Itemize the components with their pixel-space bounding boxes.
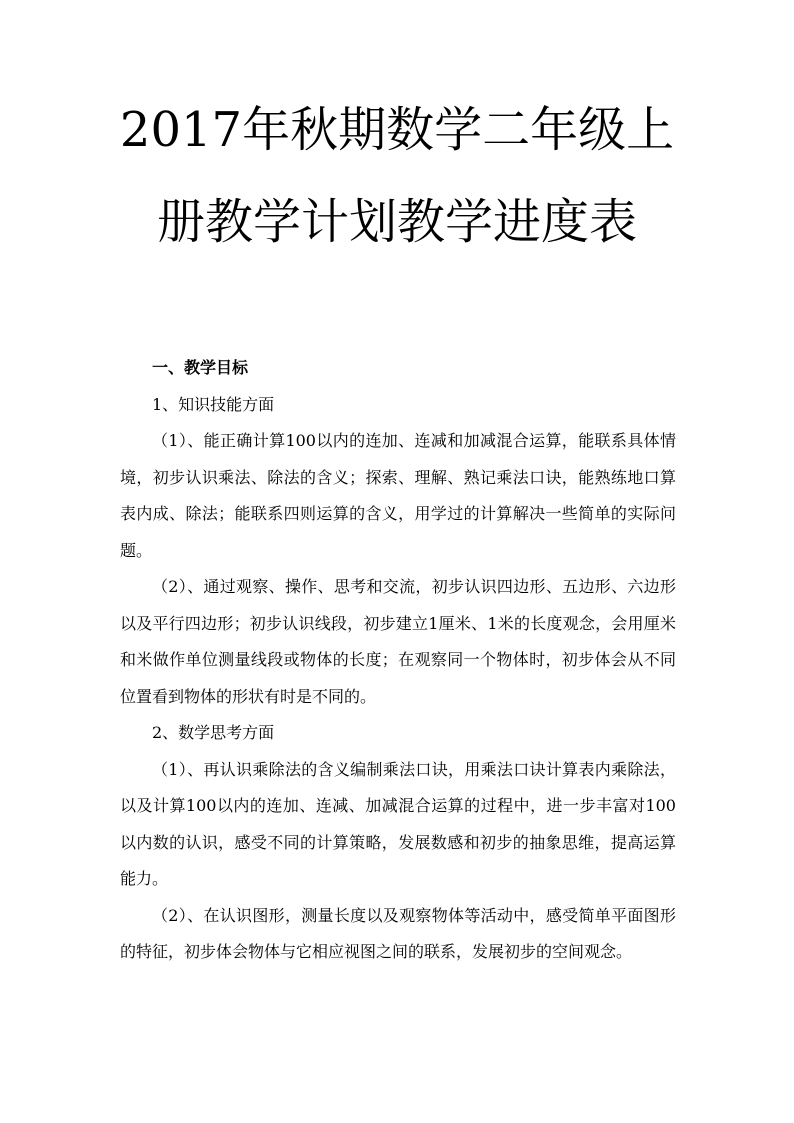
section-heading-teaching-goals: 一、教学目标: [152, 358, 249, 377]
document-title-line-1: 2017年秋期数学二年级上: [119, 102, 675, 158]
paragraph-knowledge-1: （1）、能正确计算100以内的连加、连减和加减混合运算，能联系具体情境，初步认识乘法、除法的含义；探索、理解、熟记乘法口诀，能熟练地口算表内成、除法；能联系四则运算的含义，用学过的计算解决一些简单的实际问题。: [120, 431, 676, 560]
subsection-heading-math-thinking: 2、数学思考方面: [152, 723, 275, 742]
paragraph-thinking-1: （1）、再认识乘除法的含义编制乘法口诀，用乘法口诀计算表内乘除法，以及计算100以内的连加、连减、加减混合运算的过程中，进一步丰富对100以内数的认识，感受不同的计算策略，发展数感和初步的抽象思维，提高运算能力。: [120, 759, 676, 888]
document-body: [120, 350, 676, 971]
paragraph-knowledge-2: （2）、通过观察、操作、思考和交流，初步认识四边形、五边形、六边形以及平行四边形；初步认识线段，初步建立1厘米、1米的长度观念，会用厘米和米做作单位测量线段或物体的长度；在观察同一个物体时，初步体会从不同位置看到物体的形状有时是不同的。: [120, 577, 676, 706]
subsection-heading-knowledge-skills: 1、知识技能方面: [152, 394, 275, 414]
document-title-line-2: 册教学计划教学进度表: [156, 194, 637, 250]
paragraph-thinking-2: （2）、在认识图形，测量长度以及观察物体等活动中，感受简单平面图形的特征，初步体会物体与它相应视图之间的联系，发展初步的空间观念。: [120, 905, 676, 961]
